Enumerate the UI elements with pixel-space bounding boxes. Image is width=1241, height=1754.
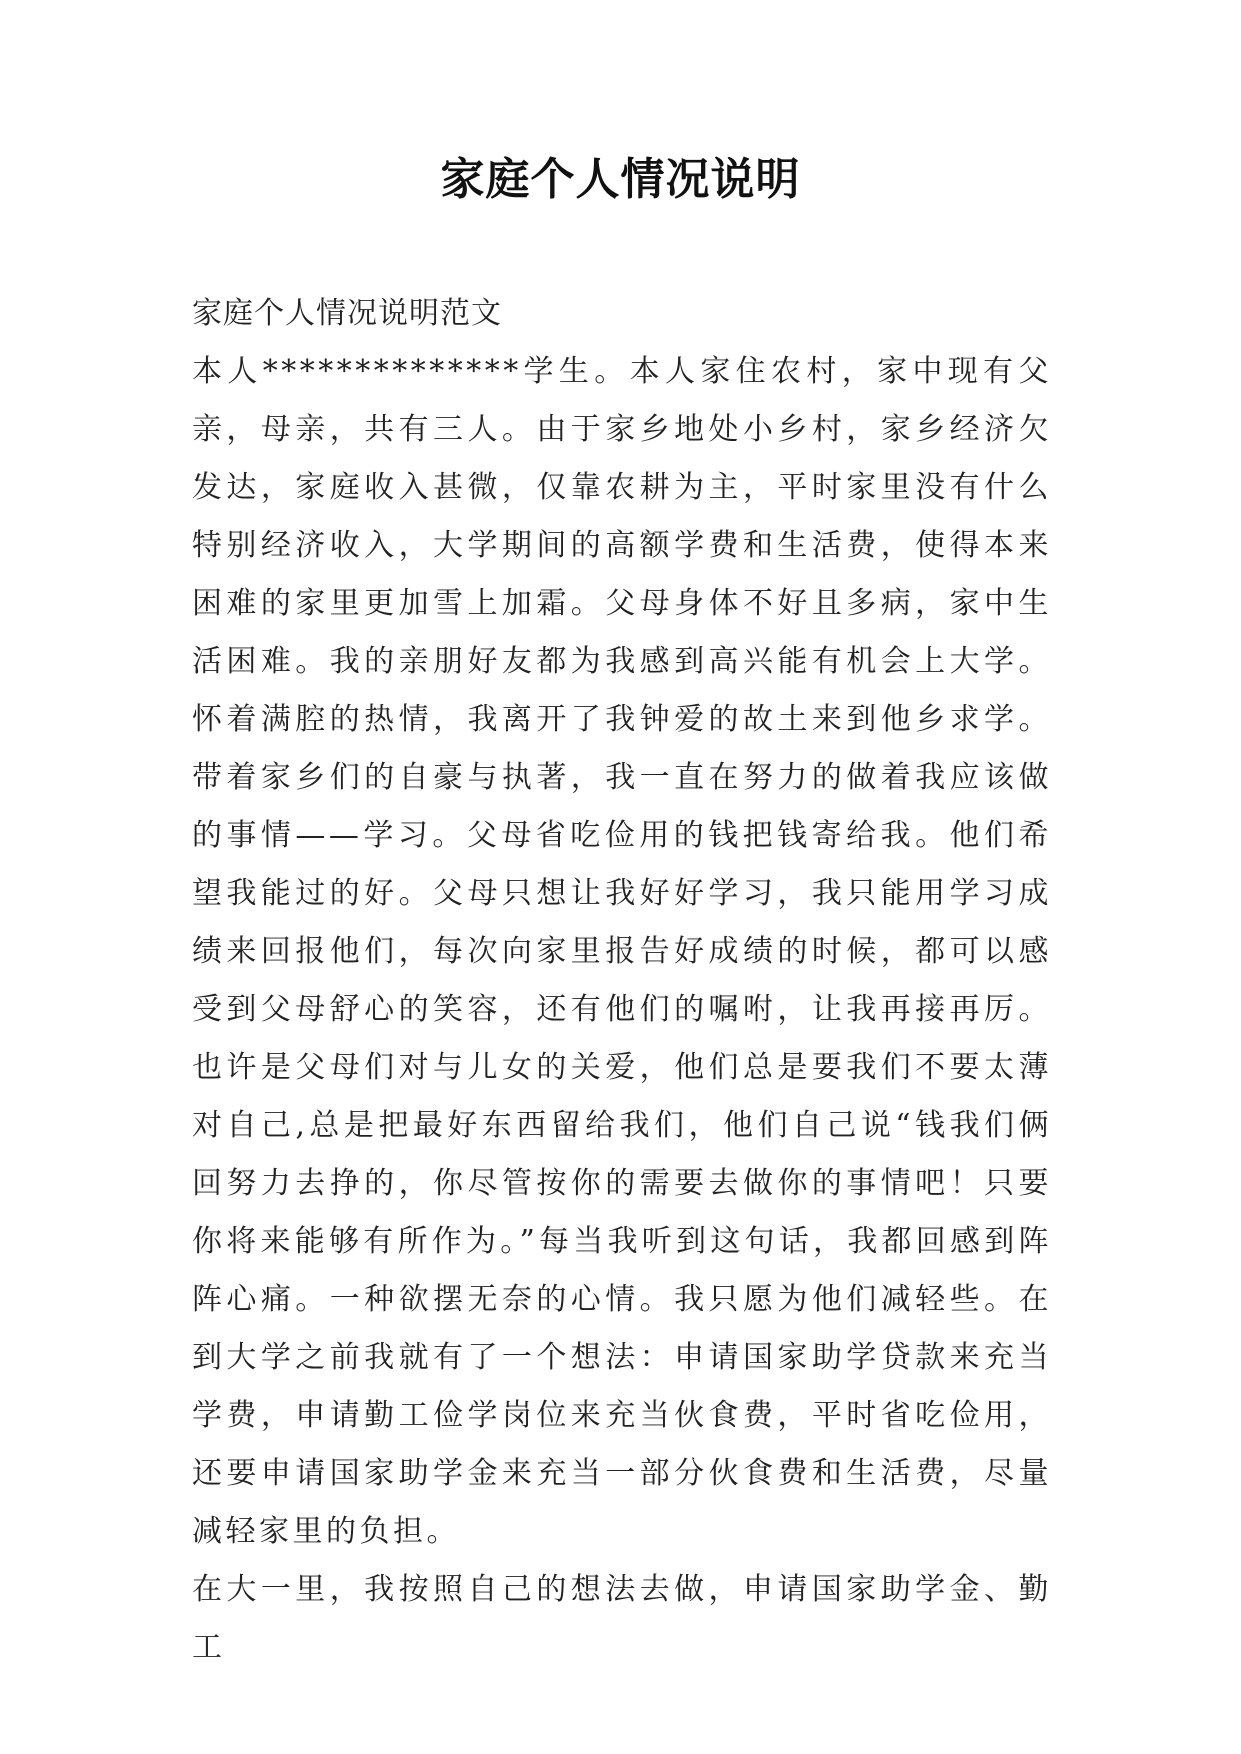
document-body: [192, 285, 1052, 1677]
body-paragraph-2: 在大一里，我按照自己的想法去做，申请国家助学金、勤工: [192, 1572, 1052, 1665]
document-subtitle: 家庭个人情况说明范文: [192, 296, 502, 331]
document-title: 家庭个人情况说明: [440, 154, 801, 205]
body-paragraph-1: 本人**************学生。本人家住农村，家中现有父亲，母亲，共有三人。由于家乡地处小乡村，家乡经济欠发达，家庭收入甚微，仅靠农耕为主，平时家里没有什么特别经济收入，大学期间的高额学费和生活费，使得本来困难的家里更加雪上加霜。父母身体不好且多病，家中生活困难。我的亲朋好友都为我感到高兴能有机会上大学。怀着满腔的热情，我离开了我钟爱的故土来到他乡求学。带着家乡们的自豪与执著，我一直在努力的做着我应该做的事情——学习。父母省吃俭用的钱把钱寄给我。他们希望我能过的好。父母只想让我好好学习，我只能用学习成绩来回报他们，每次向家里报告好成绩的时候，都可以感受到父母舒心的笑容，还有他们的嘱咐，让我再接再厉。也许是父母们对与儿女的关爱，他们总是要我们不要太薄对自己,总是把最好东西留给我们，他们自己说“钱我们俩回努力去挣的，你尽管按你的需要去做你的事情吧！只要你将来能够有所作为。”每当我听到这句话，我都回感到阵阵心痛。一种欲摆无奈的心情。我只愿为他们减轻些。在到大学之前我就有了一个想法：申请国家助学贷款来充当学费，申请勤工俭学岗位来充当伙食费，平时省吃俭用，还要申请国家助学金来充当一部分伙食费和生活费，尽量减轻家里的负担。: [192, 354, 1052, 1549]
